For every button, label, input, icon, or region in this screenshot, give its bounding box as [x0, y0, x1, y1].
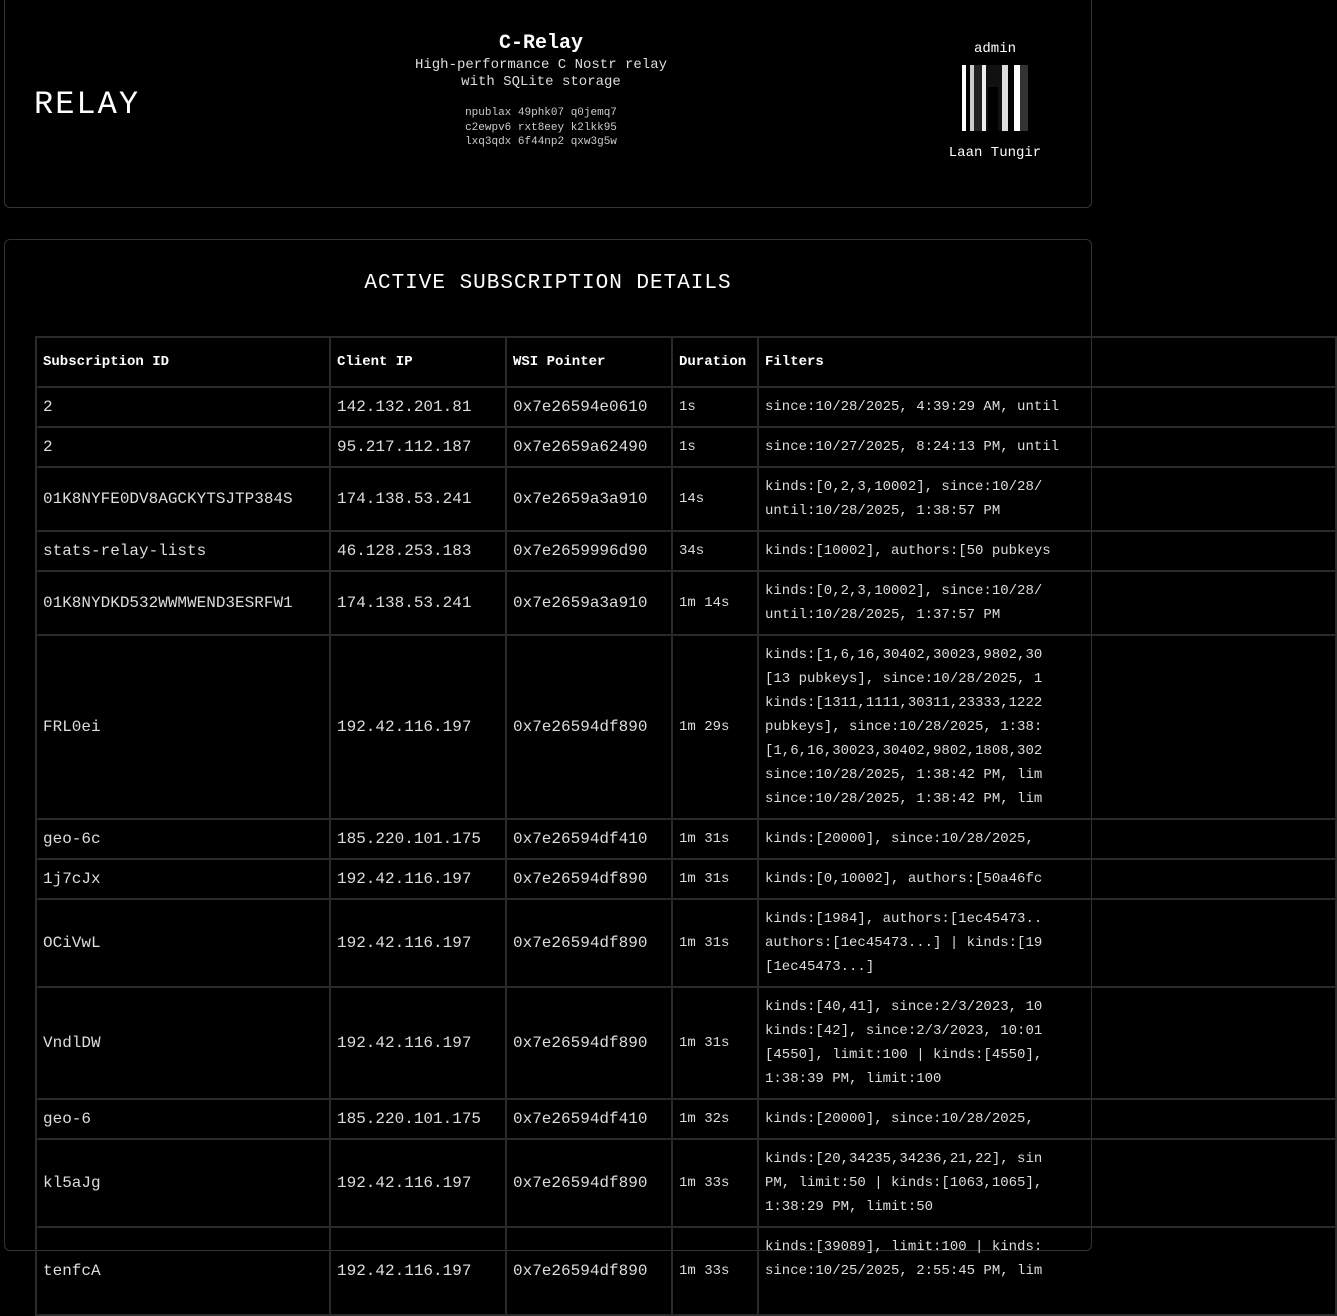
- client-ip-cell: 192.42.116.197: [330, 1139, 506, 1227]
- filter-line: kinds:[20,34235,34236,21,22], sin: [765, 1151, 1043, 1167]
- filter-line: since:10/25/2025, 2:55:45 PM, lim: [765, 1263, 1043, 1279]
- duration-cell: 1m 31s: [672, 987, 758, 1099]
- subscription-id-cell: geo-6: [36, 1099, 330, 1139]
- filter-line: kinds:[0,2,3,10002], since:10/28/: [765, 583, 1043, 599]
- avatar[interactable]: [962, 65, 1028, 131]
- filters-cell: [758, 467, 1336, 531]
- table-row: [36, 1099, 1336, 1139]
- filter-line: [1ec45473...]: [765, 959, 875, 975]
- wsi-pointer-cell: 0x7e26594df410: [506, 819, 672, 859]
- column-header: Client IP: [330, 337, 506, 387]
- client-ip-cell: 185.220.101.175: [330, 819, 506, 859]
- subscription-id-cell: 01K8NYFE0DV8AGCKYTSJTP384S: [36, 467, 330, 531]
- filters-cell: [758, 427, 1336, 467]
- filter-line: kinds:[42], since:2/3/2023, 10:01: [765, 1023, 1043, 1039]
- wsi-pointer-cell: 0x7e26594df890: [506, 899, 672, 987]
- filter-line: kinds:[20000], since:10/28/2025,: [765, 831, 1034, 847]
- subscription-id-cell: 01K8NYDKD532WWMWEND3ESRFW1: [36, 571, 330, 635]
- filters-cell: [758, 635, 1336, 819]
- subscriptions-table: [35, 336, 1337, 1316]
- filter-line: kinds:[1984], authors:[1ec45473..: [765, 911, 1043, 927]
- subscription-id-cell: 1j7cJx: [36, 859, 330, 899]
- filters-cell: [758, 1139, 1336, 1227]
- relay-logo: RELAY: [34, 86, 141, 123]
- filters-cell: [758, 859, 1336, 899]
- filter-line: kinds:[20000], since:10/28/2025,: [765, 1111, 1034, 1127]
- column-header: Filters: [758, 337, 1336, 387]
- admin-label: admin: [973, 41, 1016, 57]
- filter-line: [1,6,16,30023,30402,9802,1808,302: [765, 743, 1043, 759]
- filter-line: since:10/28/2025, 1:38:42 PM, lim: [765, 767, 1043, 783]
- filter-line: pubkeys], since:10/28/2025, 1:38:: [765, 719, 1043, 735]
- table-row: [36, 531, 1336, 571]
- filter-line: authors:[1ec45473...] | kinds:[19: [765, 935, 1043, 951]
- duration-cell: 1m 32s: [672, 1099, 758, 1139]
- filters-cell: [758, 571, 1336, 635]
- relay-npub: [405, 106, 677, 150]
- table-row: [36, 635, 1336, 819]
- duration-cell: 1s: [672, 427, 758, 467]
- filter-line: kinds:[40,41], since:2/3/2023, 10: [765, 999, 1043, 1015]
- duration-cell: 34s: [672, 531, 758, 571]
- column-header: Subscription ID: [36, 337, 330, 387]
- filter-line: 1:38:39 PM, limit:100: [765, 1071, 942, 1087]
- client-ip-cell: 192.42.116.197: [330, 635, 506, 819]
- duration-cell: 1m 33s: [672, 1139, 758, 1227]
- filter-line: [13 pubkeys], since:10/28/2025, 1: [765, 671, 1043, 687]
- filters-cell: [758, 819, 1336, 859]
- filter-line: kinds:[10002], authors:[50 pubkeys: [765, 543, 1051, 559]
- filter-line: PM, limit:50 | kinds:[1063,1065],: [765, 1175, 1043, 1191]
- filter-line: until:10/28/2025, 1:37:57 PM: [765, 607, 1001, 623]
- wsi-pointer-cell: 0x7e26594df890: [506, 635, 672, 819]
- admin-name: Laan Tungir: [948, 145, 1042, 161]
- column-header: Duration: [672, 337, 758, 387]
- client-ip-cell: 192.42.116.197: [330, 899, 506, 987]
- filter-line: since:10/28/2025, 4:39:29 AM, until: [765, 399, 1060, 415]
- filters-cell: [758, 1099, 1336, 1139]
- npub-line: c2ewpv6 rxt8eey k2lkk95: [465, 121, 617, 134]
- duration-cell: 1m 31s: [672, 859, 758, 899]
- client-ip-cell: 192.42.116.197: [330, 987, 506, 1099]
- filter-line: since:10/28/2025, 1:38:42 PM, lim: [765, 791, 1043, 807]
- table-row: [36, 1227, 1336, 1315]
- filters-cell: [758, 1227, 1336, 1315]
- table-row: [36, 899, 1336, 987]
- filter-line: kinds:[1311,1111,30311,23333,1222: [765, 695, 1043, 711]
- duration-cell: 1m 31s: [672, 819, 758, 859]
- table-row: [36, 427, 1336, 467]
- subscription-id-cell: kl5aJg: [36, 1139, 330, 1227]
- client-ip-cell: 95.217.112.187: [330, 427, 506, 467]
- wsi-pointer-cell: 0x7e26594df890: [506, 987, 672, 1099]
- subscription-id-cell: 2: [36, 387, 330, 427]
- table-row: [36, 1139, 1336, 1227]
- wsi-pointer-cell: 0x7e26594df890: [506, 859, 672, 899]
- table-row: [36, 387, 1336, 427]
- duration-cell: 1m 14s: [672, 571, 758, 635]
- duration-cell: 1m 29s: [672, 635, 758, 819]
- wsi-pointer-cell: 0x7e26594df890: [506, 1227, 672, 1315]
- wsi-pointer-cell: 0x7e26594e0610: [506, 387, 672, 427]
- filter-line: since:10/27/2025, 8:24:13 PM, until: [765, 439, 1060, 455]
- table-header-row: [36, 337, 1336, 387]
- filter-line: [765, 1283, 1329, 1307]
- filter-line: kinds:[0,2,3,10002], since:10/28/: [765, 479, 1043, 495]
- filter-line: kinds:[0,10002], authors:[50a46fc: [765, 871, 1043, 887]
- subscription-id-cell: geo-6c: [36, 819, 330, 859]
- subscription-id-cell: VndlDW: [36, 987, 330, 1099]
- duration-cell: 1m 31s: [672, 899, 758, 987]
- duration-cell: 14s: [672, 467, 758, 531]
- client-ip-cell: 174.138.53.241: [330, 467, 506, 531]
- client-ip-cell: 192.42.116.197: [330, 1227, 506, 1315]
- client-ip-cell: 46.128.253.183: [330, 531, 506, 571]
- subscription-id-cell: tenfcA: [36, 1227, 330, 1315]
- subscriptions-panel: [4, 239, 1092, 1280]
- subscription-id-cell: 2: [36, 427, 330, 467]
- relay-title: C-Relay: [498, 32, 583, 55]
- filter-line: kinds:[39089], limit:100 | kinds:: [765, 1239, 1043, 1255]
- table-row: [36, 571, 1336, 635]
- filters-cell: [758, 899, 1336, 987]
- duration-cell: 1m 33s: [672, 1227, 758, 1315]
- subscriptions-table-scroll[interactable]: [35, 336, 1063, 1280]
- wsi-pointer-cell: 0x7e26594df890: [506, 1139, 672, 1227]
- filters-cell: [758, 387, 1336, 427]
- filter-line: 1:38:29 PM, limit:50: [765, 1199, 934, 1215]
- table-row: [36, 859, 1336, 899]
- client-ip-cell: 142.132.201.81: [330, 387, 506, 427]
- table-row: [36, 467, 1336, 531]
- filter-line: until:10/28/2025, 1:38:57 PM: [765, 503, 1001, 519]
- duration-cell: 1s: [672, 387, 758, 427]
- wsi-pointer-cell: 0x7e2659996d90: [506, 531, 672, 571]
- filter-line: kinds:[1,6,16,30402,30023,9802,30: [765, 647, 1043, 663]
- wsi-pointer-cell: 0x7e2659a3a910: [506, 571, 672, 635]
- relay-info: [405, 32, 677, 150]
- relay-header: [4, 0, 1092, 208]
- subscription-id-cell: FRL0ei: [36, 635, 330, 819]
- filters-cell: [758, 987, 1336, 1099]
- panel-title: ACTIVE SUBSCRIPTION DETAILS: [364, 272, 732, 295]
- relay-description: High-performance C Nostr relay with SQLite storage: [414, 57, 668, 90]
- table-row: [36, 987, 1336, 1099]
- subscription-id-cell: stats-relay-lists: [36, 531, 330, 571]
- filters-cell: [758, 531, 1336, 571]
- subscription-id-cell: OCiVwL: [36, 899, 330, 987]
- column-header: WSI Pointer: [506, 337, 672, 387]
- client-ip-cell: 185.220.101.175: [330, 1099, 506, 1139]
- client-ip-cell: 192.42.116.197: [330, 859, 506, 899]
- client-ip-cell: 174.138.53.241: [330, 571, 506, 635]
- filter-line: [4550], limit:100 | kinds:[4550],: [765, 1047, 1043, 1063]
- npub-line: lxq3qdx 6f44np2 qxw3g5w: [465, 136, 617, 148]
- table-row: [36, 819, 1336, 859]
- wsi-pointer-cell: 0x7e2659a3a910: [506, 467, 672, 531]
- npub-line: npublax 49phk07 q0jemq7: [465, 107, 617, 119]
- wsi-pointer-cell: 0x7e2659a62490: [506, 427, 672, 467]
- admin-profile[interactable]: [925, 41, 1065, 161]
- wsi-pointer-cell: 0x7e26594df410: [506, 1099, 672, 1139]
